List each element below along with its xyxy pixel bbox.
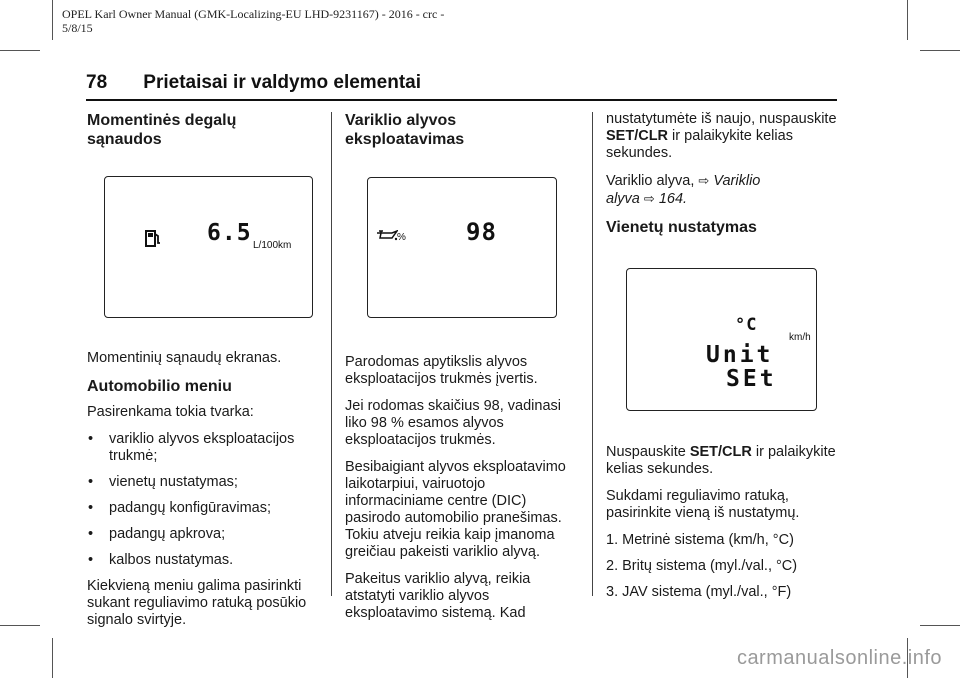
section-heading-unit-settings: Vienetų nustatymas	[606, 219, 757, 236]
crop-mark	[0, 625, 40, 626]
crop-mark	[920, 625, 960, 626]
header-divider	[86, 99, 837, 101]
paragraph: Nuspauskite SET/CLR ir palaikykite kelias sekundes.	[606, 444, 836, 477]
reference-link[interactable]: Variklio	[713, 173, 761, 189]
list-item: • padangų konfigūravimas;	[87, 500, 313, 517]
reference-link[interactable]: alyva	[606, 191, 640, 207]
unit-options-list	[606, 532, 838, 601]
section-heading-instant-consumption: Momentinės degalų sąnaudos	[87, 112, 237, 148]
consumption-value: 6.5	[207, 220, 252, 246]
speed-unit: km/h	[789, 332, 811, 343]
column-divider	[331, 112, 332, 596]
crop-mark	[52, 638, 53, 678]
paragraph: Besibaigiant alyvos eksploatavimo laikotarpiui, vairuotojo informaciniame centre (DIC) pasirodo automobilio pranešimas. Tokiu atveju reikia kaip įmanoma greičiau pakeisti variklio alyvą.	[345, 459, 566, 560]
page-title: Prietaisai ir valdymo elementai	[143, 72, 422, 93]
list-item: • padangų apkrova;	[87, 526, 313, 543]
oil-percent-unit: %	[397, 232, 406, 243]
page-number: 78	[86, 72, 108, 93]
column-2	[345, 111, 570, 632]
paragraph: Pakeitus variklio alyvą, reikia atstatyti variklio alyvos eksploatavimo sistemą. Kad	[345, 571, 531, 621]
document-info	[62, 7, 502, 35]
list-item: 1. Metrinė sistema (km/h, °C)	[606, 532, 794, 548]
document-info-line2: 5/8/15	[62, 21, 93, 35]
reference-arrow-icon: ⇨	[643, 191, 655, 206]
document-info-line1: OPEL Karl Owner Manual (GMK-Localizing-EU LHD-9231167) - 2016 - crc -	[62, 7, 445, 21]
page-header	[86, 72, 421, 94]
paragraph: Sukdami reguliavimo ratuką, pasirinkite vieną iš nustatymų.	[606, 488, 800, 521]
list-item: 3. JAV sistema (myl./val., °F)	[606, 584, 792, 600]
list-item: • variklio alyvos eksploatacijos trukmė;	[87, 431, 313, 465]
menu-intro: Pasirenkama tokia tvarka:	[87, 404, 254, 420]
set-text: SEt	[726, 366, 777, 392]
fuel-consumption-display-figure	[104, 176, 313, 318]
column-3	[606, 111, 838, 610]
reference-page[interactable]: 164.	[658, 191, 688, 207]
set-clr-label: SET/CLR	[689, 444, 752, 460]
crop-mark	[920, 50, 960, 51]
oil-life-display-figure	[367, 177, 557, 318]
section-heading-vehicle-menu: Automobilio meniu	[87, 378, 232, 395]
cross-reference: Variklio alyva, ⇨ Variklio alyva ⇨ 164.	[606, 173, 761, 207]
temperature-symbol: °C	[735, 315, 758, 335]
crop-mark	[52, 0, 53, 40]
fuel-pump-icon	[145, 228, 161, 248]
paragraph: nustatytumėte iš naujo, nuspauskite SET/CLR ir palaikykite kelias sekundes.	[606, 111, 837, 161]
paragraph: Jei rodomas skaičius 98, vadinasi liko 98 % esamos alyvos eksploatacijos trukmės.	[345, 398, 561, 448]
unit-text: Unit	[706, 342, 774, 368]
menu-list	[87, 431, 313, 569]
figure-caption: Momentinių sąnaudų ekranas.	[87, 350, 282, 366]
reference-arrow-icon: ⇨	[698, 173, 710, 188]
column-1	[87, 111, 313, 639]
oil-can-icon	[376, 230, 398, 242]
section-heading-oil-life: Variklio alyvos eksploatavimas	[345, 112, 465, 148]
oil-life-value: 98	[466, 218, 497, 246]
set-clr-label: SET/CLR	[606, 128, 669, 144]
paragraph: Parodomas apytikslis alyvos eksploatacijos trukmės įvertis.	[345, 354, 538, 387]
unit-settings-display-figure	[626, 268, 817, 411]
watermark: carmanualsonline.info	[736, 647, 942, 669]
consumption-unit: L/100km	[253, 240, 292, 251]
column-divider	[592, 112, 593, 596]
list-item: • vienetų nustatymas;	[87, 474, 313, 491]
list-item: 2. Britų sistema (myl./val., °C)	[606, 558, 798, 574]
menu-closing: Kiekvieną meniu galima pasirinkti sukant reguliavimo ratuką posūkio signalo svirtyje.	[87, 578, 307, 628]
crop-mark	[907, 0, 908, 40]
crop-mark	[0, 50, 40, 51]
list-item: • kalbos nustatymas.	[87, 552, 313, 569]
